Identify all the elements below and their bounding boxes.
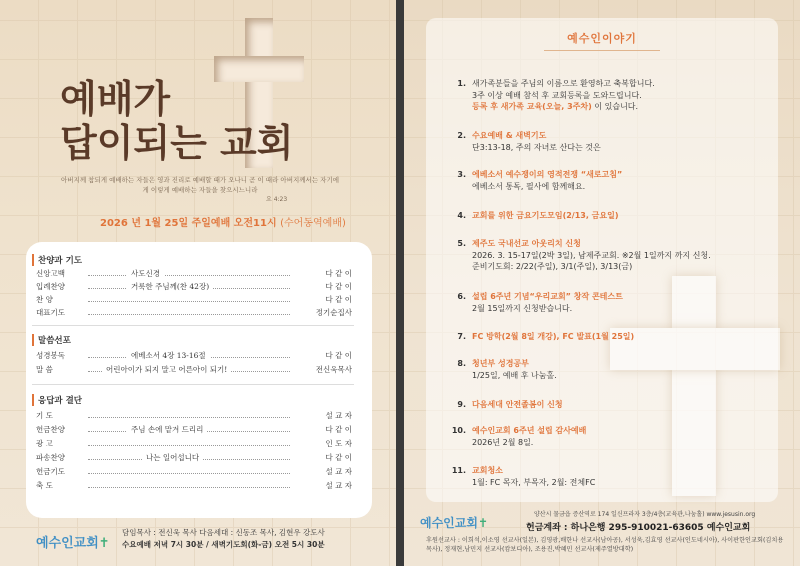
item-highlight: 등록 후 새가족 교육(오늘, 3주차) bbox=[472, 102, 592, 112]
item-line: 2026년 2월 8일. bbox=[472, 437, 534, 447]
item-line: 1/25일, 예배 후 나눔홀. bbox=[472, 370, 557, 380]
heading-underline bbox=[544, 50, 660, 51]
scripture-reference: 요 4:23 bbox=[266, 196, 288, 203]
item-number: 11. bbox=[451, 466, 466, 475]
row-content: 에베소서 4장 13-16절 bbox=[127, 350, 210, 361]
row-person: 설 교 자 bbox=[325, 411, 352, 420]
order-row bbox=[32, 452, 352, 463]
news-item-7 bbox=[457, 331, 772, 343]
order-row bbox=[32, 410, 352, 421]
church-address: 양산시 물금읍 증산역로 174 일신프라자 3층/4층(교육관,나눔홀) www.jesusin.org bbox=[534, 511, 756, 518]
row-person: 설 교 자 bbox=[325, 467, 352, 476]
item-number: 10. bbox=[451, 426, 466, 435]
row-person: 정기순집사 bbox=[315, 308, 352, 317]
order-row bbox=[32, 281, 352, 292]
item-line: 에베소서 통독, 필사에 함께해요. bbox=[472, 181, 586, 191]
item-line: 준비기도회: 2/22(주일), 3/1(주일), 3/13(금) bbox=[472, 262, 633, 272]
news-item-6 bbox=[457, 291, 772, 314]
row-label: 입례찬양 bbox=[36, 282, 65, 291]
row-label: 파송찬양 bbox=[36, 453, 65, 462]
row-person: 다 같 이 bbox=[325, 269, 352, 278]
item-title: 청년부 성경공부 bbox=[472, 359, 529, 368]
item-title: 에베소서 예수쟁이의 영적전쟁 “새로고침” bbox=[472, 170, 623, 179]
item-line: 1월: FC 목자, 부목자, 2월: 전체FC bbox=[472, 477, 596, 487]
section-title-response: 응답과 결단 bbox=[32, 394, 82, 406]
row-label: 헌금기도 bbox=[36, 467, 65, 476]
row-label: 광 고 bbox=[36, 439, 53, 448]
item-line: 2026. 3. 15-17일(2박 3일), 남제주교회. ※2월 1일까지 까지 신청. bbox=[472, 250, 711, 260]
order-row bbox=[32, 364, 352, 375]
news-item-3 bbox=[457, 169, 772, 192]
row-person: 설 교 자 bbox=[325, 481, 352, 490]
item-line: 단3:13-18, 주의 자녀로 산다는 것은 bbox=[472, 142, 601, 152]
logo-cross-icon: ✝ bbox=[98, 536, 110, 551]
row-content: 어린아이가 되지 말고 어른아이 되기! bbox=[102, 364, 231, 375]
item-number: 2. bbox=[457, 131, 466, 140]
item-number: 4. bbox=[457, 211, 466, 220]
bulletin-left-page bbox=[0, 0, 396, 566]
service-date bbox=[100, 214, 346, 229]
news-item-1 bbox=[457, 78, 772, 113]
item-number: 5. bbox=[457, 239, 466, 248]
logo-cross-icon: ✝ bbox=[477, 516, 489, 530]
item-line: 3주 이상 예배 참석 후 교회등록을 도와드립니다. bbox=[472, 90, 642, 100]
row-content: 주님 손에 맡겨 드리리 bbox=[127, 424, 207, 435]
item-number: 7. bbox=[457, 332, 466, 341]
title-line-1: 예배가 bbox=[60, 76, 171, 121]
weekday-services: 수요예배 저녁 7시 30분 / 새벽기도회(화-금) 오전 5시 30분 bbox=[122, 539, 325, 549]
row-content: 나는 일어섭니다 bbox=[142, 452, 203, 463]
item-line: 2월 15일까지 신청받습니다. bbox=[472, 303, 573, 313]
order-row bbox=[32, 307, 352, 318]
news-item-10 bbox=[451, 425, 772, 448]
row-label: 헌금찬양 bbox=[36, 425, 65, 434]
item-title: 예수인교회 6주년 설립 감사예배 bbox=[472, 426, 587, 435]
item-number: 1. bbox=[457, 79, 466, 88]
staff-line: 담임목사 : 전신욱 목사 다음세대 : 신동조 목사, 김현우 강도사 bbox=[122, 528, 325, 537]
row-person: 다 같 이 bbox=[325, 425, 352, 434]
item-title: 다음세대 안전졸봄이 신청 bbox=[472, 400, 563, 409]
item-title: 교회를 위한 금요기도모임(2/13, 금요일) bbox=[472, 211, 619, 220]
item-number: 3. bbox=[457, 170, 466, 179]
row-content: 사도신경 bbox=[127, 268, 164, 279]
order-row bbox=[32, 350, 352, 361]
row-label: 찬 양 bbox=[36, 295, 53, 304]
order-row bbox=[32, 438, 352, 449]
item-line: 이 있습니다. bbox=[594, 102, 639, 112]
item-line: 새가족분들을 주님의 이름으로 환영하고 축복합니다. bbox=[472, 79, 655, 88]
item-title: 제주도 국내선교 아웃리치 신청 bbox=[472, 239, 581, 248]
row-person: 전신욱목사 bbox=[315, 365, 352, 374]
news-item-9 bbox=[457, 399, 772, 411]
pastor-info bbox=[122, 527, 325, 550]
item-title: 설립 6주년 기념“우리교회” 창작 콘테스트 bbox=[472, 292, 623, 301]
order-row bbox=[32, 466, 352, 477]
row-person: 다 같 이 bbox=[325, 282, 352, 291]
church-logo bbox=[36, 532, 110, 551]
row-label: 말 씀 bbox=[36, 365, 53, 374]
order-row bbox=[32, 424, 352, 435]
church-logo-text: 예수인교회 bbox=[420, 516, 478, 530]
row-content: 거룩한 주님께(찬 42장) bbox=[127, 281, 213, 292]
service-date-note: (수어동역예배) bbox=[280, 218, 346, 229]
row-person: 다 같 이 bbox=[325, 351, 352, 360]
news-heading: 예수인이야기 bbox=[567, 32, 637, 45]
item-number: 9. bbox=[457, 400, 466, 409]
divider bbox=[32, 384, 354, 385]
service-date-main: 2026 년 1월 25일 주일예배 오전11시 bbox=[100, 218, 277, 229]
row-person: 인 도 자 bbox=[325, 439, 352, 448]
item-title: 수요예배 & 새벽기도 bbox=[472, 131, 547, 140]
scripture-verse: 아버지께 참되게 예배하는 자들은 영과 진리로 예배할 때가 오나니 곧 이 때라 아버지께서는 자기에게 이렇게 예배하는 자들을 찾으시느니라 bbox=[60, 176, 340, 194]
section-title-praise: 찬양과 기도 bbox=[32, 254, 82, 266]
title-line-2: 답이되는 교회 bbox=[60, 120, 294, 165]
row-person: 다 같 이 bbox=[325, 453, 352, 462]
row-person: 다 같 이 bbox=[325, 295, 352, 304]
row-label: 신앙고백 bbox=[36, 269, 65, 278]
church-logo bbox=[420, 514, 488, 531]
order-row bbox=[32, 268, 352, 279]
news-item-4 bbox=[457, 210, 772, 222]
row-label: 성경봉독 bbox=[36, 351, 65, 360]
row-label: 기 도 bbox=[36, 411, 53, 420]
bulletin-right-page bbox=[404, 0, 800, 566]
item-number: 8. bbox=[457, 359, 466, 368]
news-item-11 bbox=[451, 465, 772, 488]
supported-missionaries: 후원선교사 : 이희석,이소영 선교사(일본), 김영광,배한나 선교사(남아공), 서성욱,김효영 선교사(인도네시아), 사이판한인교회(김치용 목사), 정재현,남민지 선교사(캄보디아), 조용진,박혜민 선교사(제주열방대학) bbox=[426, 537, 784, 554]
offering-account: 헌금계좌 : 하나은행 295-910021-63605 예수인교회 bbox=[526, 523, 751, 533]
church-logo-text: 예수인교회 bbox=[36, 536, 99, 551]
row-label: 대표기도 bbox=[36, 308, 65, 317]
section-title-sermon: 말씀선포 bbox=[32, 334, 71, 346]
news-item-8 bbox=[457, 358, 772, 381]
order-row bbox=[32, 294, 352, 305]
news-item-2 bbox=[457, 130, 772, 153]
item-number: 6. bbox=[457, 292, 466, 301]
row-label: 축 도 bbox=[36, 481, 53, 490]
item-title: FC 방학(2월 8일 개강), FC 발표(1월 25일) bbox=[472, 332, 635, 341]
order-row bbox=[32, 480, 352, 491]
news-item-5 bbox=[457, 238, 772, 273]
divider bbox=[32, 325, 354, 326]
item-title: 교회청소 bbox=[472, 466, 503, 475]
